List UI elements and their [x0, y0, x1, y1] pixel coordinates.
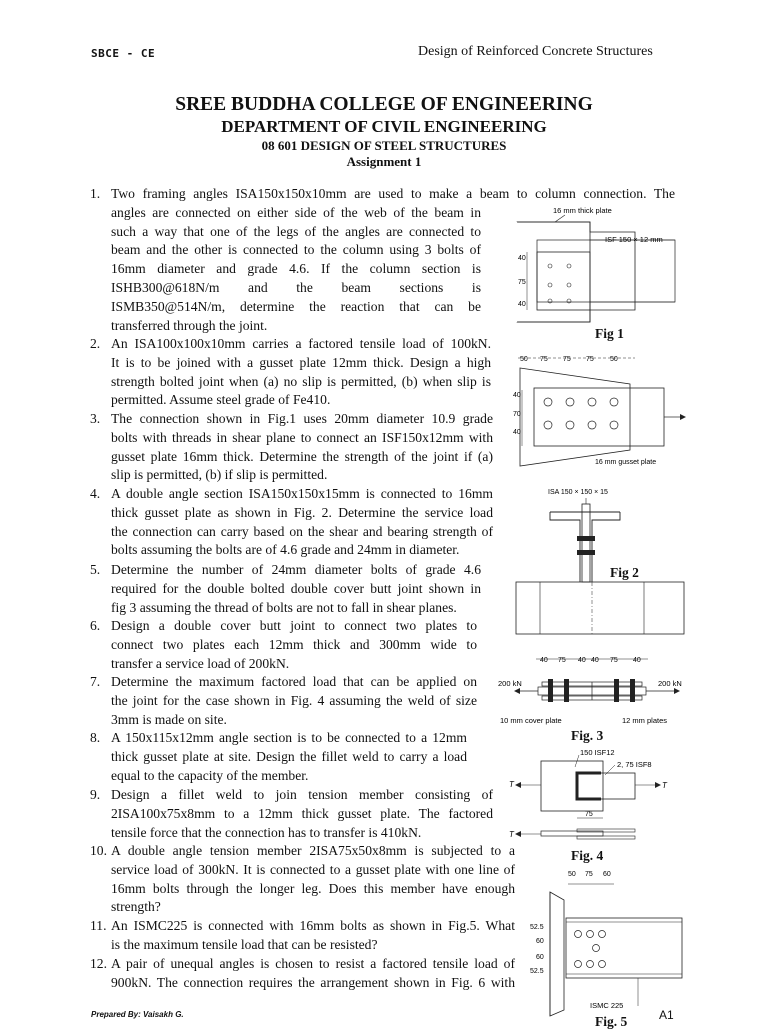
question-12: 12. A pair of unequal angles is chosen to resist a factored tensile load of 900kN. The connection requires the arrangement shown in Fig. 6 with [90, 956, 515, 990]
fig4-flat1-label: 150 ISF12 [580, 748, 615, 757]
fig5-vdim-1: 52.5 [530, 924, 544, 931]
fig4-flat2-label: 2, 75 ISF8 [617, 760, 652, 769]
question-2: 2. An ISA100x100x10mm carries a factored tensile load of 100kN. It is to be joined with a gusset plate 12mm thick. Design a high strength bolted joint when (a) no slip is permitted, (b) when slip is permitted. Assume steel grade of Fe410. [90, 336, 491, 408]
fig2-vdim-3: 40 [513, 429, 521, 436]
question-10: 10. A double angle tension member 2ISA75x50x8mm is subjected to a service load of 300kN. It is connected to a gusset plate with one line of 16mm bolts through the longer leg. Does this member have enough strength? [90, 843, 515, 915]
fig5-hdim-3: 60 [603, 871, 611, 878]
fig3-dim-5: 75 [610, 657, 618, 664]
fig2-section-label: ISA 150 × 150 × 15 [548, 489, 608, 496]
fig3-label: Fig. 3 [571, 728, 604, 743]
question-9: 9. Design a fillet weld to join tension member consisting of 2ISA100x75x8mm to a 12mm thick gusset plate. The factored tensile force that the connection has to transfer is 410kN. [90, 787, 493, 840]
department-title: DEPARTMENT OF CIVIL ENGINEERING [221, 117, 547, 136]
question-8: 8. A 150x115x12mm angle section is to be connected to a 12mm thick gusset plate at site. Design the fillet weld to carry a load equal to the capacity of the member. [90, 730, 467, 783]
fig5-vdim-3: 60 [536, 954, 544, 961]
figure-5 [528, 866, 688, 1024]
fig3-dim-6: 40 [633, 657, 641, 664]
fig3-dim-4: 40 [591, 657, 599, 664]
fig5-vdim-4: 52.5 [530, 968, 544, 975]
fig2-vdim-1: 40 [513, 392, 521, 399]
assignment-title: Assignment 1 [346, 154, 422, 169]
figure-3 [498, 578, 690, 728]
fig5-hdim-1: 50 [568, 871, 576, 878]
header-right: Design of Reinforced Concrete Structures [418, 44, 653, 59]
fig1-dim-3: 40 [518, 301, 526, 308]
fig3-load-right: 200 kN [658, 679, 682, 688]
fig5-vdim-2: 60 [536, 938, 544, 945]
fig3-dim-2: 75 [558, 657, 566, 664]
fig1-flat-label: ISF 150 × 12 mm [605, 235, 663, 244]
question-6: 6. Design a double cover butt joint to connect two plates to connect two plates each 12mm thick and 300mm wide to transfer a service load of 200kN. [90, 618, 477, 671]
fig3-dim-3: 40 [578, 657, 586, 664]
fig2-hdim-5: 50 [610, 356, 618, 363]
fig4-label: Fig. 4 [571, 848, 604, 863]
figure-2-top [510, 350, 690, 470]
fig3-plates-label: 12 mm plates [622, 716, 668, 725]
fig2-vdim-2: 70 [513, 411, 521, 418]
fig4-t-bottom: T [509, 830, 514, 839]
question-1: 1. Two framing angles ISA150x150x10mm are used to make a beam to column connection. The angles are connected on either side of the web of the beam in such a way that one of the legs of the angles are connected to beam and the other is connected to the column using 3 bolts of 16mm diameter and grade 4.6. If the column section is ISHB300@618N/m and the beam sections is ISMB350@514N/m, determine the reaction that can be transferred through the joint. [90, 186, 675, 333]
footer-author: Prepared By: Vaisakh G. [91, 1010, 184, 1019]
fig3-load-left: 200 kN [498, 679, 522, 688]
fig5-channel-label: ISMC 225 [590, 1001, 624, 1010]
question-3: 3. The connection shown in Fig.1 uses 20mm diameter 10.9 grade bolts with threads in shear plane to connect an ISF150x12mm with gusset plate 16mm thick. Determine the strength of the joint if (a) slip is permitted, (b) if slip is permitted. [90, 411, 493, 483]
fig2-plate-label: 16 mm gusset plate [595, 459, 657, 466]
fig3-dim-1: 40 [540, 657, 548, 664]
question-11: 11. An ISMC225 is connected with 16mm bolts as shown in Fig.5. What is the maximum tensile load that can be resisted? [90, 918, 515, 952]
fig2-label: Fig 2 [610, 565, 639, 580]
question-5: 5. Determine the number of 24mm diameter bolts of grade 4.6 required for the double bolted double cover butt joint shown in fig 3 assuming the thread of bolts are not to fall in shear planes. [90, 562, 481, 615]
footer-page: A1 [659, 1008, 674, 1022]
fig4-t-right: T [662, 781, 667, 790]
fig5-label: Fig. 5 [595, 1014, 628, 1029]
fig5-hdim-2: 75 [585, 871, 593, 878]
college-title: SREE BUDDHA COLLEGE OF ENGINEERING [175, 94, 593, 115]
fig4-t-left: T [509, 780, 514, 789]
fig1-dim-1: 40 [518, 255, 526, 262]
figure-1 [505, 200, 685, 330]
fig3-cover-label: 10 mm cover plate [500, 716, 562, 725]
course-title: 08 601 DESIGN OF STEEL STRUCTURES [261, 138, 507, 153]
fig2-hdim-2: 75 [540, 356, 548, 363]
fig2-hdim-3: 75 [563, 356, 571, 363]
fig4-dim: 75 [585, 811, 593, 818]
fig1-dim-2: 75 [518, 279, 526, 286]
fig2-hdim-4: 75 [586, 356, 594, 363]
fig2-hdim-1: 50 [520, 356, 528, 363]
header-left: SBCE - CE [91, 47, 156, 60]
fig1-plate-label: 16 mm thick plate [553, 206, 612, 215]
figure-4 [505, 745, 685, 845]
fig1-label: Fig 1 [595, 326, 624, 341]
question-7: 7. Determine the maximum factored load that can be applied on the joint for the case shown in Fig. 4 assuming the weld of size 3mm is made on site. [90, 674, 477, 727]
question-4: 4. A double angle section ISA150x150x15mm is connected to 16mm thick gusset plate as shown in Fig. 2. Determine the service load the connection can carry based on the shear and bearing strength of bolts assuming the bolts are of 4.6 grade and 24mm in diameter. [90, 486, 493, 558]
